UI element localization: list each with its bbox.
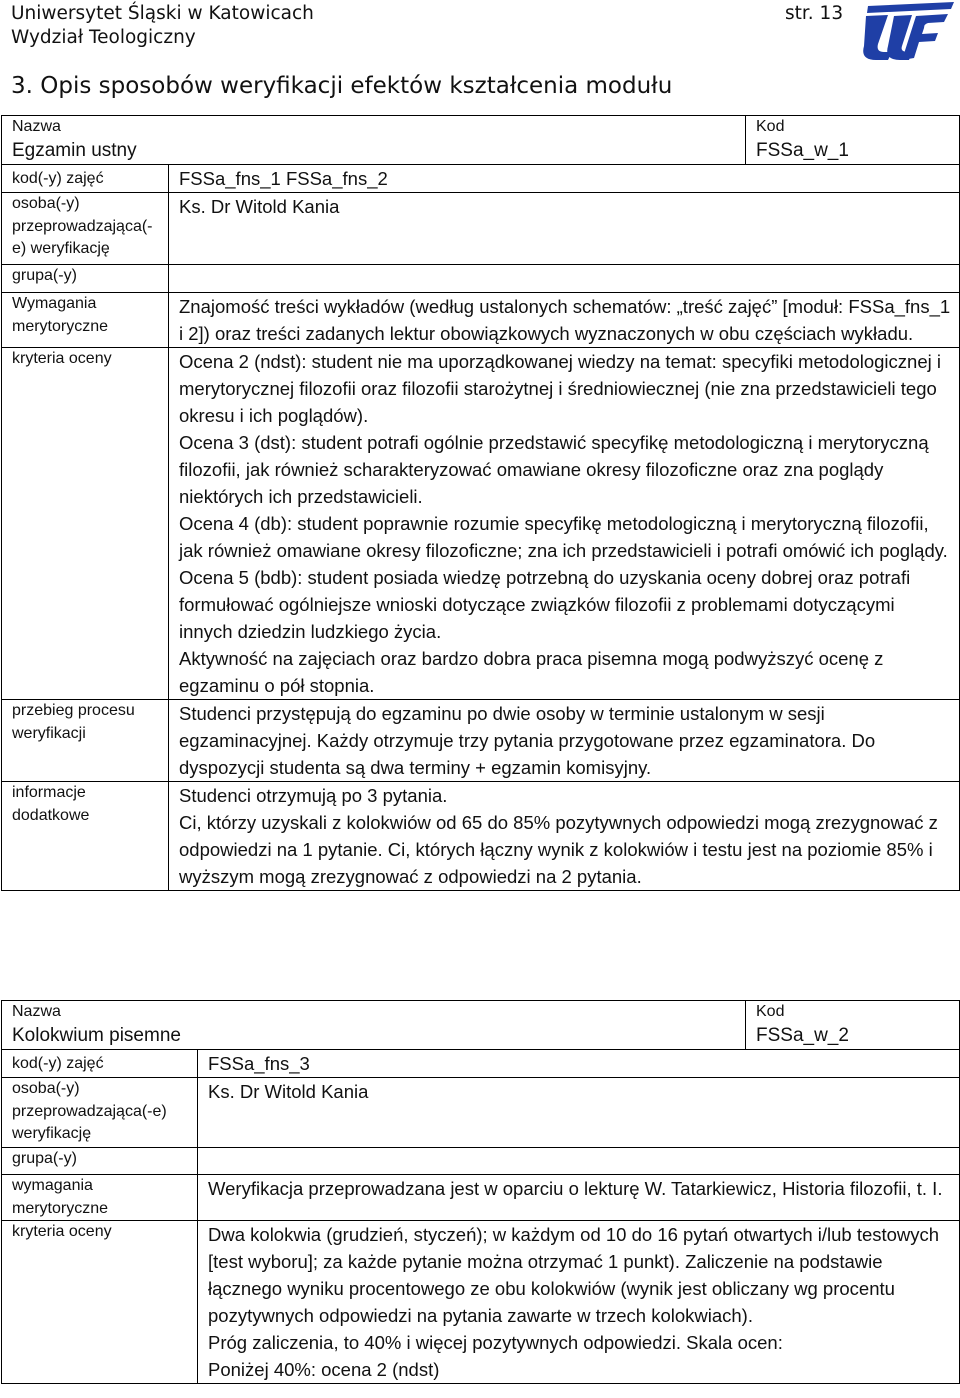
class-codes-value: FSSa_fns_3 — [198, 1050, 960, 1078]
table-row — [2, 348, 960, 700]
name-cell — [2, 1001, 746, 1050]
criteria-paragraph: Ocena 4 (db): student poprawnie rozumie specyfikę metodologiczną i merytoryczną filozofii, jak również omawiane okresy filozoficzne; zna ich przedstawicieli i potrafi omówić ich poglądy. — [179, 513, 948, 561]
class-codes-label: kod(-y) zajęć — [2, 1050, 198, 1078]
person-label: osoba(-y) przeprowadzająca(-e) weryfikację — [2, 193, 169, 265]
group-value — [198, 1148, 960, 1175]
faculty-name: Wydział Teologiczny — [11, 27, 196, 48]
table-row — [2, 1078, 960, 1148]
university-name: Uniwersytet Śląski w Katowicach — [11, 3, 314, 24]
process-label: przebieg procesu weryfikacji — [2, 700, 169, 782]
person-label: osoba(-y) przeprowadzająca(-e) weryfikację — [2, 1078, 198, 1148]
person-value: Ks. Dr Witold Kania — [198, 1078, 960, 1148]
table-row — [2, 1050, 960, 1078]
process-value: Studenci przystępują do egzaminu po dwie osoby w terminie ustalonym w sesji egzaminacyjnej. Każdy otrzymuje trzy pytania przygotowane przez egzaminatora. Do dyspozycji studenta są dwa terminy + egzamin komisyjny. — [169, 700, 960, 782]
table-row — [2, 700, 960, 782]
code-label: Kod — [756, 1003, 785, 1020]
criteria-paragraph: Ocena 5 (bdb): student posiada wiedzę potrzebną do uzyskania oceny dobrej oraz potrafi formułować ogólniejsze wnioski dotyczące związków filozofii z problemami dotyczącymi innych dziedzin ludzkiego życia. — [179, 567, 911, 642]
criteria-label: kryteria oceny — [2, 1221, 198, 1384]
requirements-value: Weryfikacja przeprowadzana jest w oparciu o lekturę W. Tatarkiewicz, Historia filozofii, t. I. — [198, 1175, 960, 1221]
code-label: Kod — [756, 118, 785, 135]
name-label: Nazwa — [12, 118, 61, 135]
table-row — [2, 265, 960, 293]
code-cell — [746, 1001, 960, 1050]
method-name: Kolokwium pisemne — [12, 1025, 181, 1046]
name-label: Nazwa — [12, 1003, 61, 1020]
table-row — [2, 1148, 960, 1175]
table-row — [2, 782, 960, 891]
criteria-paragraph: Ocena 2 (ndst): student nie ma uporządkowanej wiedzy na temat: specyfiki metodologicznej i merytorycznej filozofii oraz filozofii starożytnej i średniowiecznej (nie zna przedstawicieli tego okresu i ich poglądów). — [179, 351, 941, 426]
requirements-value: Znajomość treści wykładów (według ustalonych schematów: „treść zajęć” [moduł: FSSa_fns_1 i 2]) oraz treści zadanych lektur obowiązkowych wyznaczonych w obu częściach wykładu. — [169, 293, 960, 348]
additional-value — [169, 782, 960, 891]
criteria-value — [169, 348, 960, 700]
criteria-value — [198, 1221, 960, 1384]
group-label: grupa(-y) — [2, 265, 169, 293]
class-codes-value: FSSa_fns_1 FSSa_fns_2 — [169, 165, 960, 193]
table-row — [2, 165, 960, 193]
additional-paragraph: Studenci otrzymują po 3 pytania. — [179, 785, 448, 806]
group-label: grupa(-y) — [2, 1148, 198, 1175]
page-number: str. 13 — [785, 3, 844, 24]
document-header — [11, 2, 314, 50]
university-logo-icon — [854, 0, 956, 66]
group-value — [169, 265, 960, 293]
criteria-paragraph: Poniżej 40%: ocena 2 (ndst) — [208, 1359, 440, 1380]
name-cell — [2, 116, 746, 165]
requirements-label: Wymagania merytoryczne — [2, 293, 169, 348]
code-cell — [746, 116, 960, 165]
class-codes-label: kod(-y) zajęć — [2, 165, 169, 193]
criteria-label: kryteria oceny — [2, 348, 169, 700]
verification-table-oral-exam — [1, 115, 960, 891]
criteria-paragraph: Dwa kolokwia (grudzień, styczeń); w każdym od 10 do 16 pytań otwartych i/lub testowych [test wyboru]; za każde pytanie można otrzymać 1 punkt). Zaliczenie na podstawie łącznego wyniku procentowego ze obu kolokwiów (wynik jest obliczany wg procentu pozytywnych odpowiedzi na pytania zawarte w trzech kolokwiach). — [208, 1224, 940, 1326]
table-row — [2, 193, 960, 265]
table-row — [2, 116, 960, 165]
additional-label: informacje dodatkowe — [2, 782, 169, 891]
table-row — [2, 1175, 960, 1221]
table-row — [2, 1221, 960, 1384]
criteria-paragraph: Ocena 3 (dst): student potrafi ogólnie przedstawić specyfikę metodologiczną i merytoryczną filozofii, jak również scharakteryzować omawiane okresy filozoficzne oraz zna poglądy niektórych ich przedstawicieli. — [179, 432, 929, 507]
person-value: Ks. Dr Witold Kania — [169, 193, 960, 265]
additional-paragraph: Ci, którzy uzyskali z kolokwiów od 65 do 85% pozytywnych odpowiedzi mogą zrezygnować z odpowiedzi na 1 pytanie. Ci, których łączny wynik z kolokwiów i testu jest na poziomie 85% i wyższym mogą zrezygnować z odpowiedzi na 2 pytania. — [179, 812, 938, 887]
verification-table-written-test — [1, 1000, 960, 1384]
method-code: FSSa_w_1 — [756, 140, 849, 161]
table-row — [2, 1001, 960, 1050]
method-code: FSSa_w_2 — [756, 1025, 849, 1046]
table-row — [2, 293, 960, 348]
method-name: Egzamin ustny — [12, 140, 137, 161]
criteria-paragraph: Próg zaliczenia, to 40% i więcej pozytywnych odpowiedzi. Skala ocen: — [208, 1332, 783, 1353]
section-title: 3. Opis sposobów weryfikacji efektów kształcenia modułu — [11, 73, 673, 99]
criteria-paragraph: Aktywność na zajęciach oraz bardzo dobra praca pisemna mogą podwyższyć ocenę z egzaminu o pół stopnia. — [179, 648, 884, 696]
requirements-label: wymagania merytoryczne — [2, 1175, 198, 1221]
